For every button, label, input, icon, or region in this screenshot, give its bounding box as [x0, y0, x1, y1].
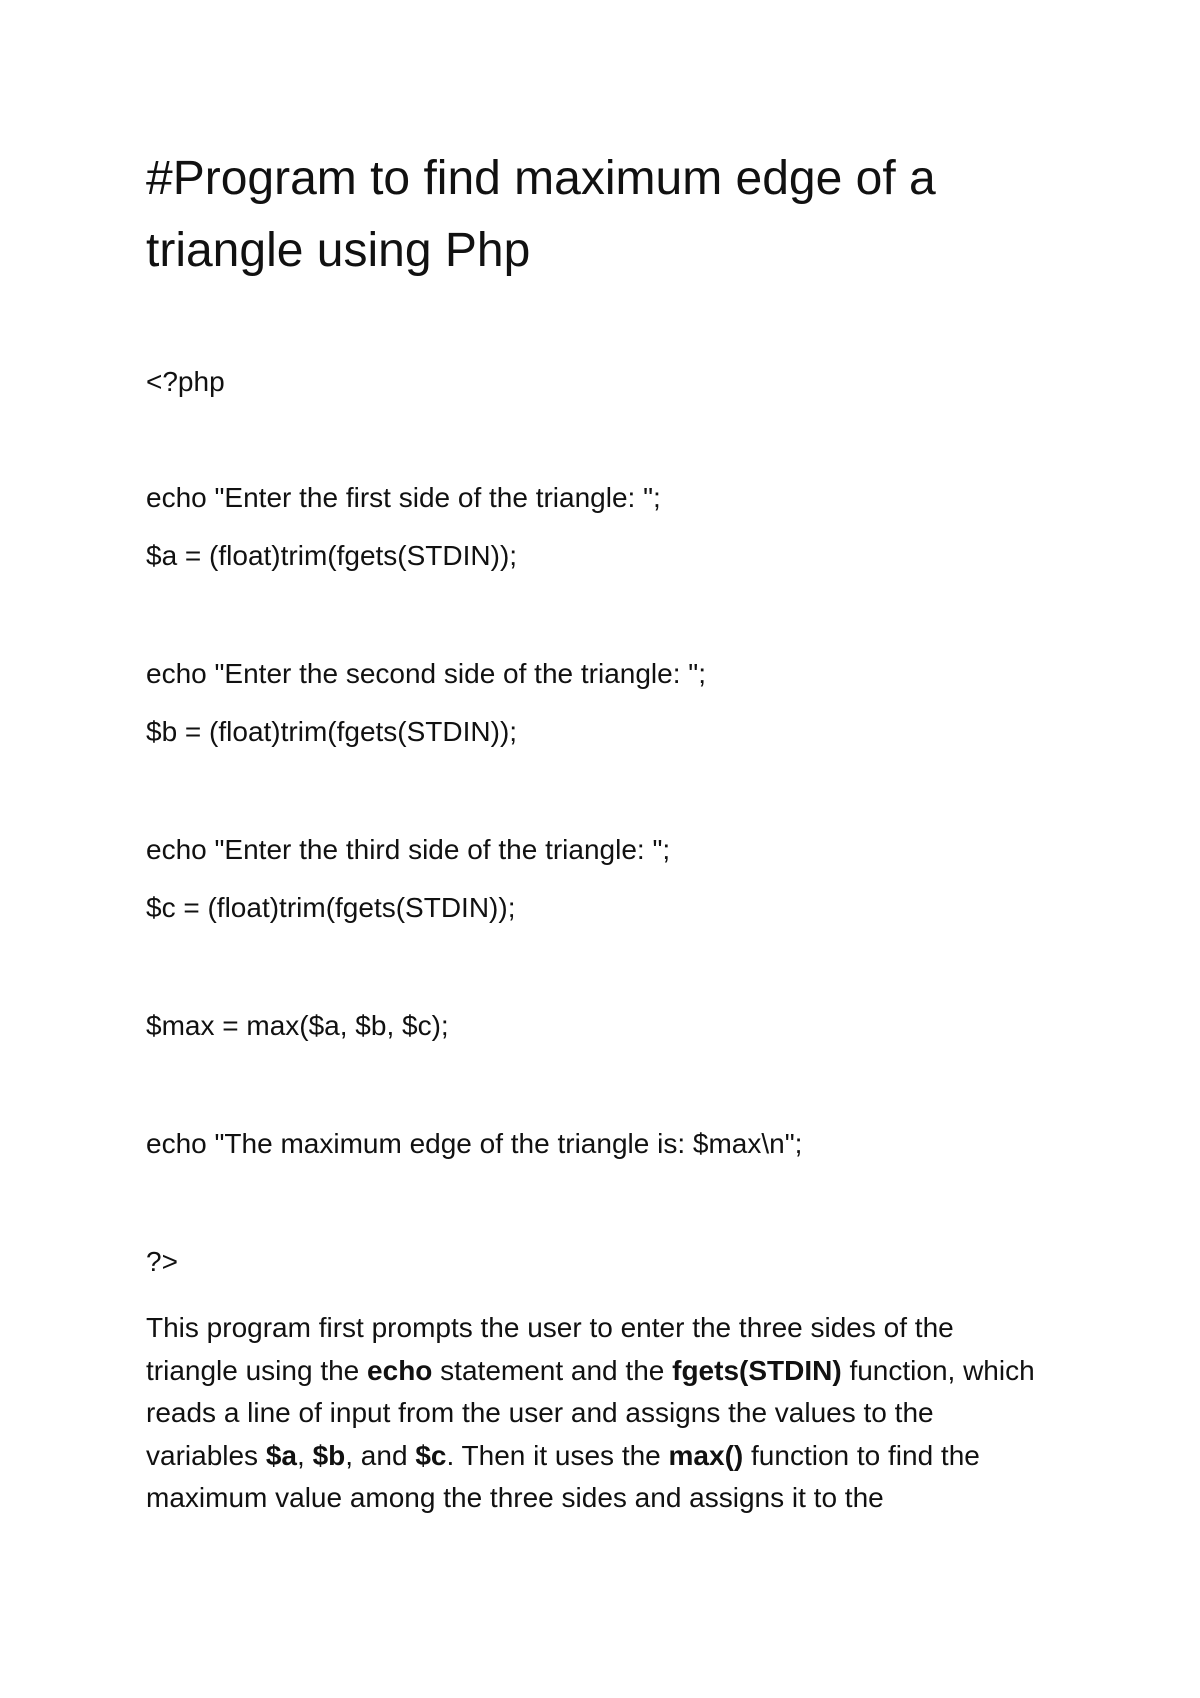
variable-c: $c	[415, 1439, 447, 1471]
document-title: #Program to find maximum edge of a triangle using Php	[146, 152, 936, 277]
code-line-echo-third: echo "Enter the third side of the triangle: ";	[146, 834, 671, 865]
explanation-text: . Then it uses the	[446, 1439, 669, 1471]
explanation-text: function to find the maximum value among the three sides and assigns it to the	[146, 1439, 980, 1513]
code-line-echo-first: echo "Enter the first side of the triangle: ";	[146, 482, 661, 513]
code-line-assign-c: $c = (float)trim(fgets(STDIN));	[146, 892, 516, 923]
explanation-text: , and	[345, 1439, 416, 1471]
code-line-assign-a: $a = (float)trim(fgets(STDIN));	[146, 540, 518, 571]
keyword-fgets: fgets(STDIN)	[672, 1354, 842, 1386]
variable-a: $a	[265, 1439, 297, 1471]
explanation-text: function, which reads a line of input from the user and assigns the values to the variables	[146, 1354, 1035, 1471]
variable-b: $b	[312, 1439, 346, 1471]
keyword-echo: echo	[367, 1354, 433, 1386]
keyword-max: max()	[668, 1439, 744, 1471]
explanation-text: This program first prompts the user to enter the three sides of the triangle using the	[146, 1312, 954, 1386]
code-line-assign-max: $max = max($a, $b, $c);	[146, 1010, 449, 1041]
explanation-text: ,	[297, 1439, 313, 1471]
explanation-text: statement and the	[432, 1354, 673, 1386]
code-line-assign-b: $b = (float)trim(fgets(STDIN));	[146, 716, 518, 747]
code-line-echo-result: echo "The maximum edge of the triangle is: $max\n";	[146, 1128, 803, 1159]
code-line-echo-second: echo "Enter the second side of the triangle: ";	[146, 658, 706, 689]
code-line-open-tag: <?php	[146, 366, 225, 397]
explanation-paragraph	[146, 1307, 1046, 1520]
code-line-close-tag: ?>	[146, 1246, 178, 1277]
